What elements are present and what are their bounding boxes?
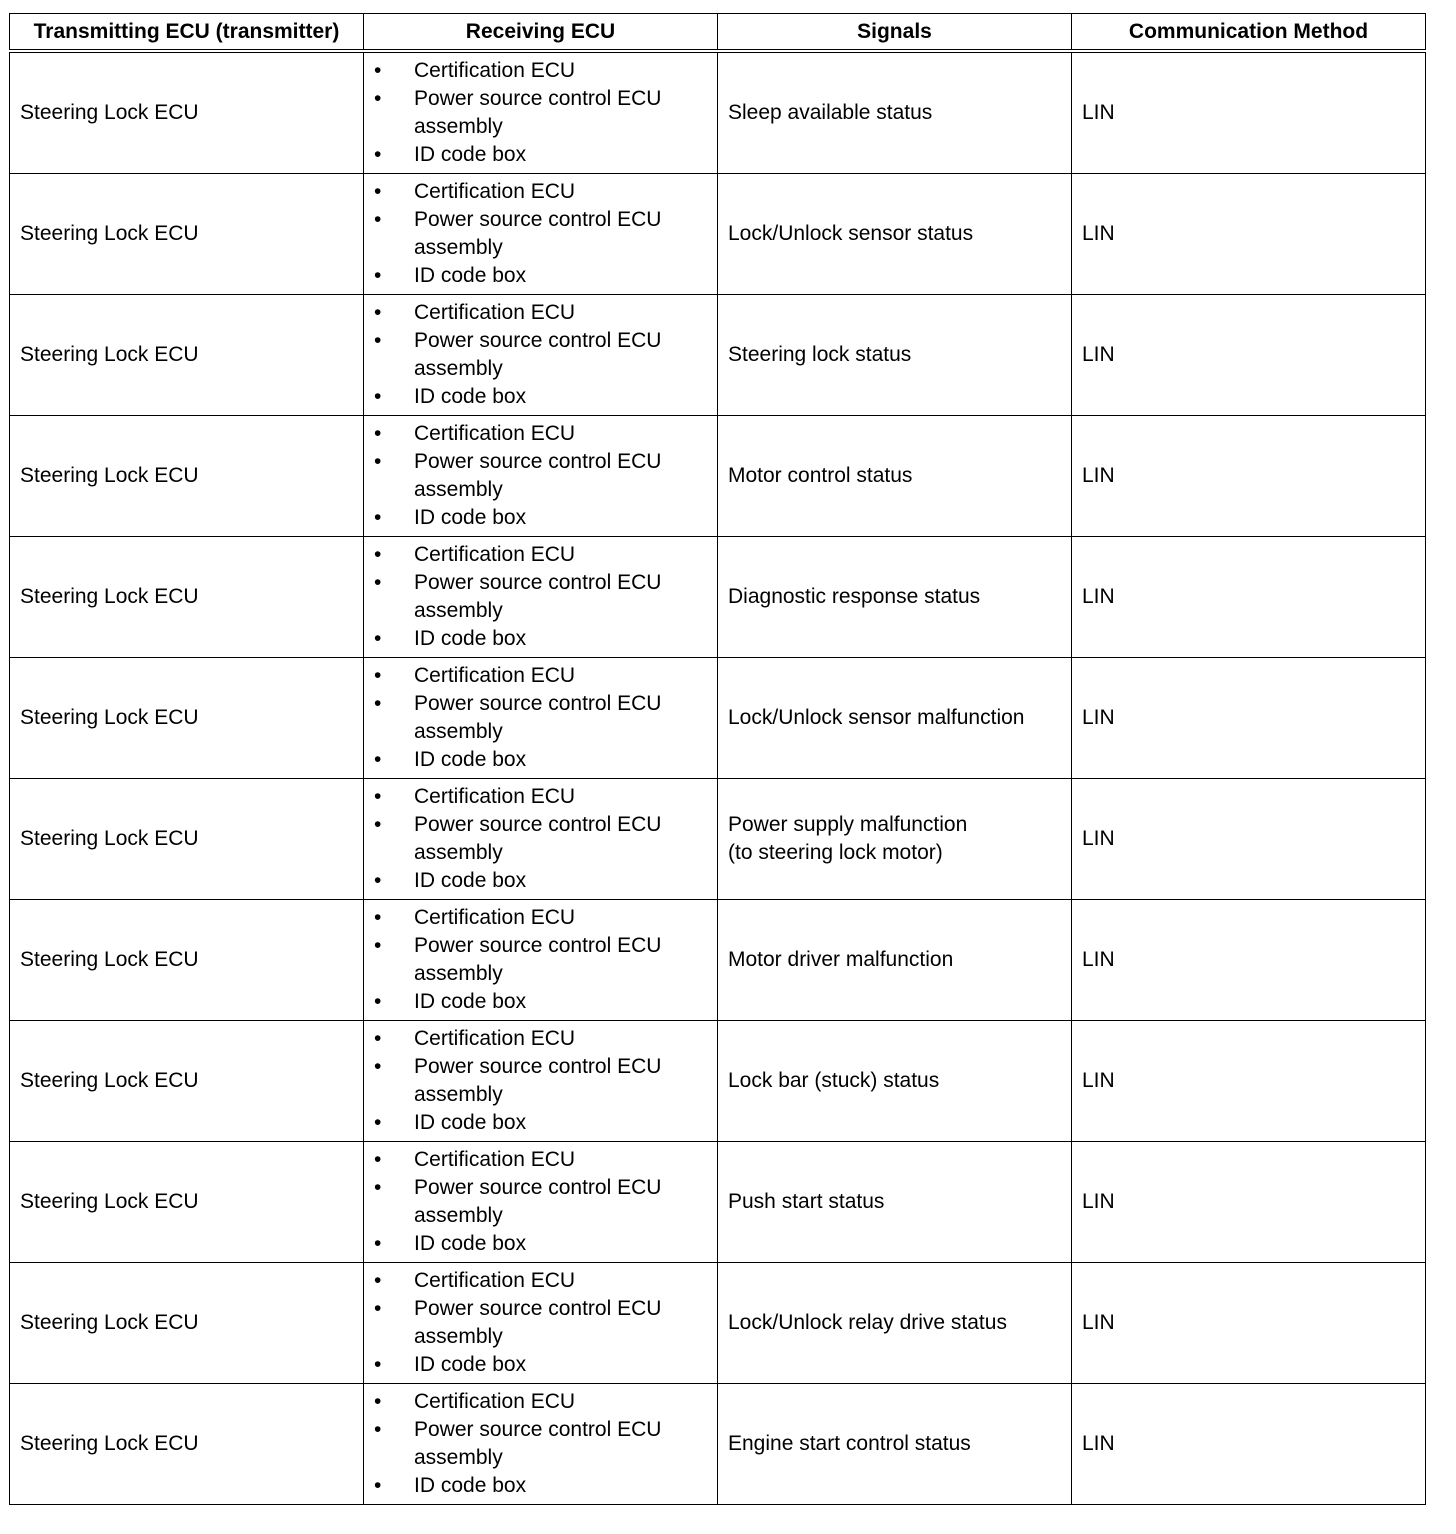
signals-cell	[718, 537, 1072, 658]
receiving-ecu-list	[374, 783, 707, 895]
bullet-icon: •	[374, 1176, 382, 1199]
communication-method-cell: LIN	[1072, 1142, 1426, 1263]
transmitting-ecu-cell: Steering Lock ECU	[10, 1142, 364, 1263]
signals-cell	[718, 174, 1072, 295]
list-item	[374, 904, 707, 932]
list-item	[374, 420, 707, 448]
table-row	[10, 900, 1426, 1021]
receiving-ecu-name: Certification ECU	[414, 664, 576, 687]
list-item	[374, 327, 707, 383]
communication-method-cell: LIN	[1072, 1263, 1426, 1384]
bullet-icon: •	[374, 664, 382, 687]
receiving-ecu-name: Certification ECU	[414, 1390, 576, 1413]
receiving-ecu-cell	[364, 1021, 718, 1142]
list-item	[374, 206, 707, 262]
signals-cell	[718, 295, 1072, 416]
receiving-ecu-name: Power source control ECU assembly	[414, 692, 662, 743]
bullet-icon: •	[374, 208, 382, 231]
communication-method-cell: LIN	[1072, 537, 1426, 658]
receiving-ecu-name: Power source control ECU assembly	[414, 571, 662, 622]
communication-method-cell: LIN	[1072, 779, 1426, 900]
bullet-icon: •	[374, 785, 382, 808]
signal-text: (to steering lock motor)	[728, 841, 943, 864]
bullet-icon: •	[374, 385, 382, 408]
transmitting-ecu-cell: Steering Lock ECU	[10, 1021, 364, 1142]
bullet-icon: •	[374, 329, 382, 352]
list-item	[374, 988, 707, 1016]
receiving-ecu-list	[374, 57, 707, 169]
receiving-ecu-name: ID code box	[414, 143, 527, 166]
list-item	[374, 867, 707, 895]
bullet-icon: •	[374, 1027, 382, 1050]
bullet-icon: •	[374, 59, 382, 82]
bullet-icon: •	[374, 1353, 382, 1376]
signals-cell	[718, 416, 1072, 537]
receiving-ecu-list	[374, 1146, 707, 1258]
list-item	[374, 625, 707, 653]
communication-method-cell: LIN	[1072, 416, 1426, 537]
list-item	[374, 1388, 707, 1416]
signals-cell	[718, 1142, 1072, 1263]
list-item	[374, 1053, 707, 1109]
receiving-ecu-list	[374, 178, 707, 290]
header-signals: Signals	[718, 14, 1072, 52]
bullet-icon: •	[374, 1418, 382, 1441]
receiving-ecu-name: ID code box	[414, 869, 527, 892]
bullet-icon: •	[374, 813, 382, 836]
table-row	[10, 416, 1426, 537]
communication-method-cell: LIN	[1072, 295, 1426, 416]
receiving-ecu-name: Power source control ECU assembly	[414, 450, 662, 501]
table-row	[10, 658, 1426, 779]
bullet-icon: •	[374, 450, 382, 473]
receiving-ecu-list	[374, 662, 707, 774]
bullet-icon: •	[374, 934, 382, 957]
header-transmitting-ecu: Transmitting ECU (transmitter)	[10, 14, 364, 52]
signals-cell	[718, 779, 1072, 900]
list-item	[374, 178, 707, 206]
header-communication-method: Communication Method	[1072, 14, 1426, 52]
bullet-icon: •	[374, 1269, 382, 1292]
receiving-ecu-name: ID code box	[414, 990, 527, 1013]
communication-method-cell: LIN	[1072, 51, 1426, 174]
list-item	[374, 299, 707, 327]
receiving-ecu-cell	[364, 51, 718, 174]
receiving-ecu-cell	[364, 174, 718, 295]
list-item	[374, 1295, 707, 1351]
communication-method-cell: LIN	[1072, 658, 1426, 779]
list-item	[374, 1416, 707, 1472]
list-item	[374, 1351, 707, 1379]
receiving-ecu-list	[374, 420, 707, 532]
bullet-icon: •	[374, 143, 382, 166]
receiving-ecu-cell	[364, 1263, 718, 1384]
receiving-ecu-name: Power source control ECU assembly	[414, 208, 662, 259]
bullet-icon: •	[374, 869, 382, 892]
receiving-ecu-cell	[364, 1142, 718, 1263]
list-item	[374, 85, 707, 141]
signal-text: Lock/Unlock sensor status	[728, 222, 974, 245]
table-body	[10, 51, 1426, 1505]
receiving-ecu-list	[374, 541, 707, 653]
receiving-ecu-name: ID code box	[414, 385, 527, 408]
receiving-ecu-name: Power source control ECU assembly	[414, 1176, 662, 1227]
bullet-icon: •	[374, 264, 382, 287]
receiving-ecu-name: Power source control ECU assembly	[414, 1297, 662, 1348]
table-row	[10, 1021, 1426, 1142]
bullet-icon: •	[374, 571, 382, 594]
signal-text: Steering lock status	[728, 343, 912, 366]
receiving-ecu-name: Power source control ECU assembly	[414, 934, 662, 985]
list-item	[374, 811, 707, 867]
receiving-ecu-name: Certification ECU	[414, 1269, 576, 1292]
list-item	[374, 1230, 707, 1258]
receiving-ecu-list	[374, 299, 707, 411]
receiving-ecu-name: Power source control ECU assembly	[414, 329, 662, 380]
bullet-icon: •	[374, 543, 382, 566]
list-item	[374, 448, 707, 504]
receiving-ecu-cell	[364, 416, 718, 537]
list-item	[374, 1109, 707, 1137]
receiving-ecu-list	[374, 904, 707, 1016]
transmitting-ecu-cell: Steering Lock ECU	[10, 537, 364, 658]
list-item	[374, 569, 707, 625]
transmitting-ecu-cell: Steering Lock ECU	[10, 174, 364, 295]
receiving-ecu-name: Certification ECU	[414, 906, 576, 929]
bullet-icon: •	[374, 1474, 382, 1497]
signal-text: Motor driver malfunction	[728, 948, 954, 971]
receiving-ecu-cell	[364, 900, 718, 1021]
signal-text: Diagnostic response status	[728, 585, 981, 608]
bullet-icon: •	[374, 627, 382, 650]
receiving-ecu-name: Certification ECU	[414, 422, 576, 445]
header-receiving-ecu: Receiving ECU	[364, 14, 718, 52]
signal-text: Motor control status	[728, 464, 913, 487]
signals-cell	[718, 51, 1072, 174]
receiving-ecu-name: ID code box	[414, 627, 527, 650]
receiving-ecu-list	[374, 1025, 707, 1137]
receiving-ecu-name: Power source control ECU assembly	[414, 87, 662, 138]
table-row	[10, 174, 1426, 295]
receiving-ecu-name: Certification ECU	[414, 1148, 576, 1171]
transmitting-ecu-cell: Steering Lock ECU	[10, 416, 364, 537]
bullet-icon: •	[374, 1148, 382, 1171]
header-row	[10, 14, 1426, 52]
transmitting-ecu-cell: Steering Lock ECU	[10, 1263, 364, 1384]
list-item	[374, 57, 707, 85]
signal-text: Lock/Unlock relay drive status	[728, 1311, 1007, 1334]
signal-text: Push start status	[728, 1190, 885, 1213]
list-item	[374, 783, 707, 811]
table-header	[10, 14, 1426, 52]
bullet-icon: •	[374, 990, 382, 1013]
signals-cell	[718, 1384, 1072, 1505]
receiving-ecu-list	[374, 1267, 707, 1379]
signals-cell	[718, 1021, 1072, 1142]
receiving-ecu-name: ID code box	[414, 1353, 527, 1376]
list-item	[374, 1267, 707, 1295]
receiving-ecu-name: Power source control ECU assembly	[414, 1055, 662, 1106]
list-item	[374, 1025, 707, 1053]
table-row	[10, 1142, 1426, 1263]
receiving-ecu-name: Certification ECU	[414, 543, 576, 566]
list-item	[374, 383, 707, 411]
list-item	[374, 662, 707, 690]
bullet-icon: •	[374, 1390, 382, 1413]
bullet-icon: •	[374, 180, 382, 203]
signal-text: Engine start control status	[728, 1432, 971, 1455]
receiving-ecu-name: Power source control ECU assembly	[414, 1418, 662, 1469]
receiving-ecu-name: ID code box	[414, 748, 527, 771]
transmitting-ecu-cell: Steering Lock ECU	[10, 51, 364, 174]
table-row	[10, 1384, 1426, 1505]
list-item	[374, 1146, 707, 1174]
communication-method-cell: LIN	[1072, 1021, 1426, 1142]
receiving-ecu-name: Certification ECU	[414, 301, 576, 324]
list-item	[374, 262, 707, 290]
receiving-ecu-cell	[364, 1384, 718, 1505]
receiving-ecu-name: ID code box	[414, 1474, 527, 1497]
list-item	[374, 932, 707, 988]
receiving-ecu-cell	[364, 658, 718, 779]
bullet-icon: •	[374, 906, 382, 929]
table-row	[10, 1263, 1426, 1384]
signals-cell	[718, 658, 1072, 779]
list-item	[374, 141, 707, 169]
receiving-ecu-cell	[364, 537, 718, 658]
signal-text: Lock/Unlock sensor malfunction	[728, 706, 1025, 729]
transmitting-ecu-cell: Steering Lock ECU	[10, 658, 364, 779]
bullet-icon: •	[374, 301, 382, 324]
receiving-ecu-name: Certification ECU	[414, 785, 576, 808]
signal-text: Power supply malfunction	[728, 813, 968, 836]
receiving-ecu-name: Certification ECU	[414, 1027, 576, 1050]
ecu-signal-table	[9, 13, 1426, 1505]
receiving-ecu-name: ID code box	[414, 1232, 527, 1255]
list-item	[374, 1174, 707, 1230]
receiving-ecu-name: ID code box	[414, 1111, 527, 1134]
bullet-icon: •	[374, 87, 382, 110]
bullet-icon: •	[374, 506, 382, 529]
communication-method-cell: LIN	[1072, 900, 1426, 1021]
transmitting-ecu-cell: Steering Lock ECU	[10, 779, 364, 900]
transmitting-ecu-cell: Steering Lock ECU	[10, 900, 364, 1021]
receiving-ecu-name: Certification ECU	[414, 180, 576, 203]
communication-method-cell: LIN	[1072, 174, 1426, 295]
table-row	[10, 295, 1426, 416]
bullet-icon: •	[374, 1297, 382, 1320]
receiving-ecu-name: Power source control ECU assembly	[414, 813, 662, 864]
signal-text: Lock bar (stuck) status	[728, 1069, 940, 1092]
receiving-ecu-name: ID code box	[414, 506, 527, 529]
bullet-icon: •	[374, 692, 382, 715]
signal-text: Sleep available status	[728, 101, 933, 124]
list-item	[374, 746, 707, 774]
transmitting-ecu-cell: Steering Lock ECU	[10, 1384, 364, 1505]
list-item	[374, 504, 707, 532]
table-row	[10, 51, 1426, 174]
bullet-icon: •	[374, 1111, 382, 1134]
list-item	[374, 1472, 707, 1500]
bullet-icon: •	[374, 1232, 382, 1255]
bullet-icon: •	[374, 1055, 382, 1078]
receiving-ecu-list	[374, 1388, 707, 1500]
list-item	[374, 690, 707, 746]
receiving-ecu-cell	[364, 295, 718, 416]
receiving-ecu-name: Certification ECU	[414, 59, 576, 82]
table-row	[10, 779, 1426, 900]
receiving-ecu-name: ID code box	[414, 264, 527, 287]
bullet-icon: •	[374, 422, 382, 445]
list-item	[374, 541, 707, 569]
signals-cell	[718, 1263, 1072, 1384]
communication-method-cell: LIN	[1072, 1384, 1426, 1505]
bullet-icon: •	[374, 748, 382, 771]
transmitting-ecu-cell: Steering Lock ECU	[10, 295, 364, 416]
receiving-ecu-cell	[364, 779, 718, 900]
table-row	[10, 537, 1426, 658]
signals-cell	[718, 900, 1072, 1021]
